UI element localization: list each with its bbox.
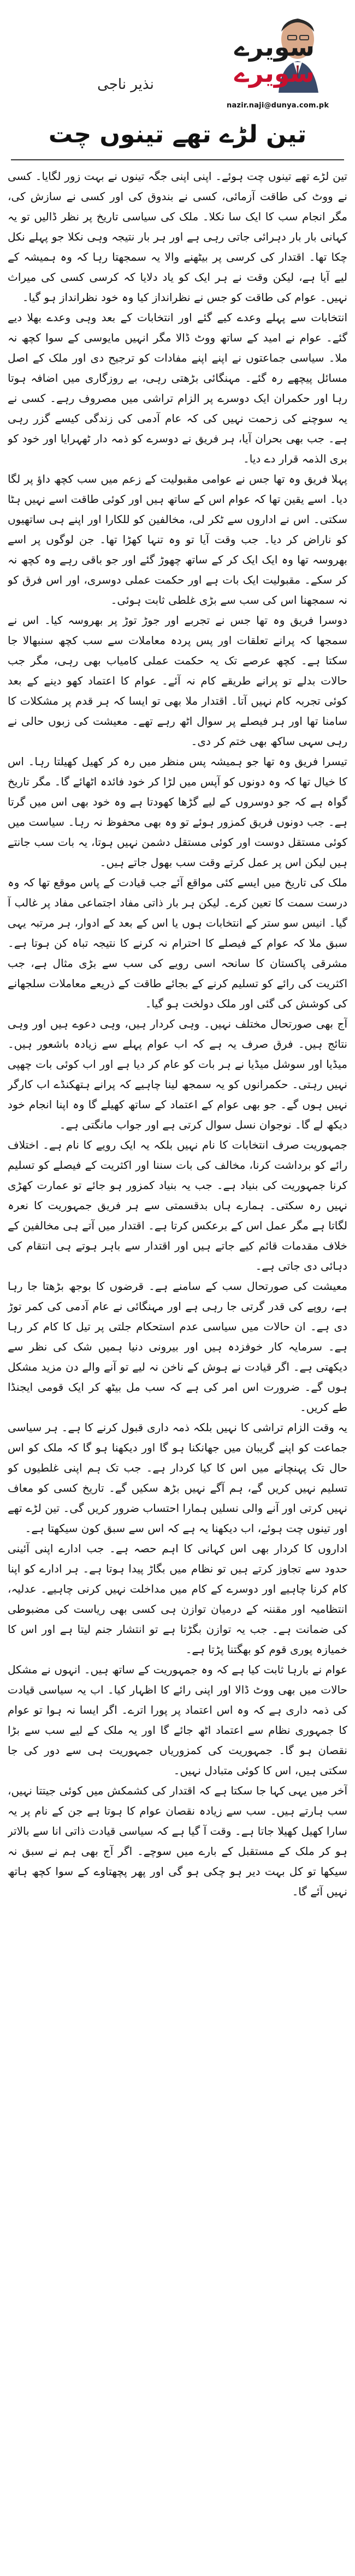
article-paragraph: پہلا فریق وہ تھا جس نے عوامی مقبولیت کے زعم میں سب کچھ داؤ پر لگا دیا۔ اسے یقین تھا کہ عوام اس کے ساتھ ہیں اور کوئی طاقت اسے نہیں ہٹا سکتی۔ اس نے اداروں سے ٹکر لی، مخالفین کو للکارا اور اپنے ہی ساتھیوں کو ناراض کر دیا۔ جب وقت آیا تو وہ تنہا کھڑا تھا۔ جن لوگوں پر اسے بھروسہ تھا وہ ایک ایک کر کے ساتھ چھوڑ گئے اور جو باقی رہے وہ کچھ نہ کر سکے۔ مقبولیت ایک بات ہے اور حکمت عملی دوسری، اور اس فرق کو نہ سمجھنا اس کی سب سے بڑی غلطی ثابت ہوئی۔ — [8, 472, 347, 607]
article-paragraph: تین لڑے تھے تینوں چت ہوئے۔ اپنی اپنی جگہ تینوں نے بہت زور لگایا۔ کسی نے ووٹ کی طاقت آزمائی، کسی نے بندوق کی اور کسی نے سازش کی، مگر انجام سب کا ایک سا نکلا۔ ملک کی سیاسی تاریخ پر نظر ڈالیں تو یہ کہانی بار بار دہرائی جاتی رہی ہے اور ہر بار نتیجہ وہی نکلا جو پہلے نکل چکا تھا۔ اقتدار کی کرسی پر بیٹھنے والا یہ سمجھتا رہا کہ وہ ہمیشہ کے لیے آیا ہے، لیکن وقت نے ہر ایک کو یاد دلایا کہ کرسی کسی کی میراث نہیں۔ عوام کی طاقت کو جس نے نظرانداز کیا وہ خود نظرانداز ہو گیا۔ — [8, 170, 347, 304]
article-paragraph: تیسرا فریق وہ تھا جو ہمیشہ پس منظر میں رہ کر کھیل کھیلتا رہا۔ اس کا خیال تھا کہ وہ دونوں کو آپس میں لڑا کر خود فائدہ اٹھائے گا۔ مگر تاریخ گواہ ہے کہ جو دوسروں کے لیے گڑھا کھودتا ہے وہ خود بھی اس میں گرتا ہے۔ جب دونوں فریق کمزور ہوئے تو وہ بھی محفوظ نہ رہا۔ سیاست میں کوئی مستقل دوست اور کوئی مستقل دشمن نہیں ہوتا، یہ بات سب جانتے ہیں لیکن اس پر عمل کرتے وقت سب بھول جاتے ہیں۔ — [8, 755, 347, 869]
article-headline: تین لڑے تھے تینوں چت — [48, 121, 307, 148]
column-header — [0, 0, 355, 164]
column-title-line1: سویرے — [234, 32, 315, 62]
article-paragraph: ملک کی تاریخ میں ایسے کئی مواقع آئے جب قیادت کے پاس موقع تھا کہ وہ درست سمت کا تعین کرے۔ لیکن ہر بار ذاتی مفاد اجتماعی مفاد پر غالب آ گیا۔ انیس سو ستر کے انتخابات ہوں یا اس کے بعد کے ادوار، ہر مرتبہ یہی سبق ملا کہ عوام کے فیصلے کا احترام نہ کرنے کا نتیجہ تباہ کن ہوتا ہے۔ مشرقی پاکستان کا سانحہ اسی رویے کی سب سے بڑی مثال ہے، جب اکثریت کی رائے کو تسلیم کرنے کے بجائے طاقت کے ذریعے معاملات سلجھانے کی کوشش کی گئی اور ملک دولخت ہو گیا۔ — [8, 876, 347, 1010]
column-title — [227, 34, 322, 86]
article-paragraph: معیشت کی صورتحال سب کے سامنے ہے۔ قرضوں کا بوجھ بڑھتا جا رہا ہے، روپے کی قدر گرتی جا رہی ہے اور مہنگائی نے عام آدمی کی کمر توڑ دی ہے۔ ان حالات میں سیاسی عدم استحکام جلتی پر تیل کا کام کر رہا ہے۔ سرمایہ کار خوفزدہ ہیں اور بیرونی دنیا ہمیں شک کی نظر سے دیکھتی ہے۔ اگر قیادت نے ہوش کے ناخن نہ لیے تو آنے والے دن مزید مشکل ہوں گے۔ ضرورت اس امر کی ہے کہ سب مل بیٹھ کر ایک قومی ایجنڈا طے کریں۔ — [8, 1280, 347, 1414]
article-paragraph: آخر میں یہی کہا جا سکتا ہے کہ اقتدار کی کشمکش میں کوئی جیتتا نہیں، سب ہارتے ہیں۔ سب سے زیادہ نقصان عوام کا ہوتا ہے جن کے نام پر یہ سارا کھیل کھیلا جاتا ہے۔ وقت آ گیا ہے کہ سیاسی قیادت ذاتی انا سے بالاتر ہو کر ملک کے مستقبل کے بارے میں سوچے۔ اگر آج بھی ہم نے سبق نہ سیکھا تو کل بہت دیر ہو چکی ہو گی اور پھر پچھتاوے کے سوا کچھ ہاتھ نہیں آئے گا۔ — [8, 1784, 347, 1898]
article-paragraph: آج بھی صورتحال مختلف نہیں۔ وہی کردار ہیں، وہی دعوے ہیں اور وہی نتائج ہیں۔ فرق صرف یہ ہے کہ اب عوام پہلے سے زیادہ باشعور ہیں۔ میڈیا اور سوشل میڈیا نے ہر بات کو عام کر دیا ہے اور اب کوئی بات چھپی نہیں رہتی۔ حکمرانوں کو یہ سمجھ لینا چاہیے کہ پرانے ہتھکنڈے اب کارگر نہیں ہوں گے۔ جو بھی عوام کے اعتماد کے ساتھ کھیلے گا وہ اپنا انجام خود دیکھ لے گا۔ نوجوان نسل سوال کرتی ہے اور جواب مانگتی ہے۔ — [8, 1017, 347, 1131]
article-paragraph: عوام نے بارہا ثابت کیا ہے کہ وہ جمہوریت کے ساتھ ہیں۔ انہوں نے مشکل حالات میں بھی ووٹ ڈالا اور اپنی رائے کا اظہار کیا۔ اب یہ سیاسی قیادت کی ذمہ داری ہے کہ وہ اس اعتماد پر پورا اترے۔ اگر ایسا نہ ہوا تو عوام کا جمہوری نظام سے اعتماد اٹھ جائے گا اور یہ ملک کے لیے سب سے بڑا نقصان ہو گا۔ جمہوریت کی کمزوریاں جمہوریت ہی سے دور کی جا سکتی ہیں، اس کا کوئی متبادل نہیں۔ — [8, 1663, 347, 1777]
article-paragraph: اداروں کا کردار بھی اس کہانی کا اہم حصہ ہے۔ جب ادارے اپنی آئینی حدود سے تجاوز کرتے ہیں تو نظام میں بگاڑ پیدا ہوتا ہے۔ ہر ادارے کو اپنا کام کرنا چاہیے اور دوسرے کے کام میں مداخلت نہیں کرنی چاہیے۔ عدلیہ، انتظامیہ اور مقننہ کے درمیان توازن ہی کسی بھی ریاست کی مضبوطی کی ضمانت ہے۔ جب یہ توازن بگڑتا ہے تو انتشار جنم لیتا ہے اور اس کا خمیازہ پوری قوم کو بھگتنا پڑتا ہے۔ — [8, 1542, 347, 1656]
article-paragraph: انتخابات سے پہلے وعدے کیے گئے اور انتخابات کے بعد وہی وعدے بھلا دیے گئے۔ عوام نے امید کے ساتھ ووٹ ڈالا مگر انہیں مایوسی کے سوا کچھ نہ ملا۔ سیاسی جماعتوں نے اپنے اپنے مفادات کو ترجیح دی اور ملک کے اصل مسائل پیچھے رہ گئے۔ مہنگائی بڑھتی رہی، بے روزگاری میں اضافہ ہوتا رہا اور حکمران ایک دوسرے پر الزام تراشی میں مصروف رہے۔ کسی نے یہ سوچنے کی زحمت نہیں کی کہ عام آدمی کی زندگی کیسے گزر رہی ہے۔ جب بھی بحران آیا، ہر فریق نے دوسرے کو ذمہ دار ٹھہرایا اور خود کو بری الذمہ قرار دے دیا۔ — [8, 311, 347, 465]
article-paragraph: دوسرا فریق وہ تھا جس نے تجربے اور جوڑ توڑ پر بھروسہ کیا۔ اس نے سمجھا کہ پرانے تعلقات اور پس پردہ معاملات سے سب کچھ سنبھالا جا سکتا ہے۔ کچھ عرصے تک یہ حکمت عملی کامیاب بھی رہی، مگر جب حالات بدلے تو پرانے طریقے کام نہ آئے۔ عوام کا اعتماد کھو دینے کے بعد کوئی تجربہ کام نہیں آتا۔ اقتدار ملا بھی تو ایسا کہ ہر قدم پر مشکلات کا سامنا تھا اور ہر فیصلے پر سوال اٹھ رہے تھے۔ معیشت کی زبوں حالی نے رہی سہی ساکھ بھی ختم کر دی۔ — [8, 614, 347, 748]
author-email[interactable]: nazir.naji@dunya.com.pk — [227, 101, 329, 110]
article-body — [8, 166, 347, 2566]
column-title-line2: سویرے — [234, 58, 315, 88]
article-paragraph: جمہوریت صرف انتخابات کا نام نہیں بلکہ یہ ایک رویے کا نام ہے۔ اختلاف رائے کو برداشت کرنا، مخالف کی بات سننا اور اکثریت کے فیصلے کو تسلیم کرنا جمہوریت کی بنیاد ہے۔ جب یہ بنیاد کمزور ہو جائے تو عمارت کھڑی نہیں رہ سکتی۔ ہمارے ہاں بدقسمتی سے ہر فریق جمہوریت کا نعرہ لگاتا ہے مگر عمل اس کے برعکس کرتا ہے۔ اقتدار میں آتے ہی مخالفین کے خلاف مقدمات قائم کیے جاتے ہیں اور اقتدار سے باہر ہوتے ہی انتقام کی دہائی دی جاتی ہے۔ — [8, 1138, 347, 1272]
header-divider — [11, 159, 344, 160]
author-name: نذیر ناجی — [97, 76, 154, 93]
article-paragraph: یہ وقت الزام تراشی کا نہیں بلکہ ذمہ داری قبول کرنے کا ہے۔ ہر سیاسی جماعت کو اپنے گریبان میں جھانکنا ہو گا اور دیکھنا ہو گا کہ ملک کو اس حال تک پہنچانے میں اس کا کیا کردار ہے۔ جب تک ہم اپنی غلطیوں کو تسلیم نہیں کریں گے، ہم آگے نہیں بڑھ سکیں گے۔ تاریخ کسی کو معاف نہیں کرتی اور آنے والی نسلیں ہمارا احتساب ضرور کریں گی۔ تین لڑے تھے اور تینوں چت ہوئے، اب دیکھنا یہ ہے کہ اس سے سبق کون سیکھتا ہے۔ — [8, 1421, 347, 1535]
